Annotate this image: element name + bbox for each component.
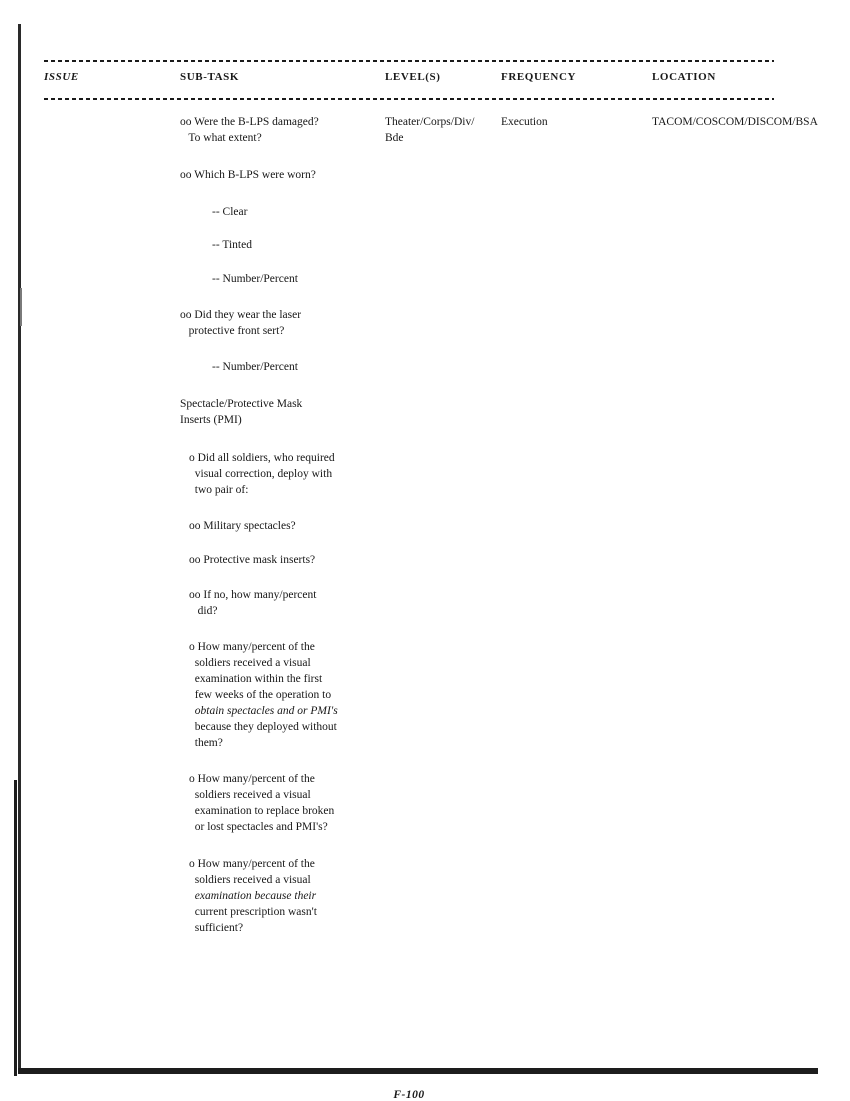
scan-edge-artifact-left-lower	[14, 780, 17, 1076]
column-header-location: LOCATION	[652, 71, 716, 83]
subtask-line: oo Were the B-LPS damaged?	[180, 116, 319, 128]
section-heading-line: Inserts (PMI)	[180, 414, 242, 426]
subtask-line: sufficient?	[189, 922, 244, 934]
table-top-rule	[44, 60, 774, 62]
cell-location: TACOM/COSCOM/DISCOM/BSA	[652, 116, 818, 128]
subtask-line: them?	[189, 737, 223, 749]
subtask-line: -- Tinted	[212, 239, 252, 251]
subtask-line: o How many/percent of the	[189, 858, 315, 870]
subtask-line: two pair of:	[189, 484, 249, 496]
table-header-rule	[44, 98, 774, 100]
subtask-line: few weeks of the operation to	[189, 689, 332, 701]
subtask-line: obtain spectacles and or PMI's	[189, 705, 338, 717]
table-body	[44, 114, 818, 1101]
subtask-line: -- Number/Percent	[212, 361, 298, 373]
cell-levels-line1: Theater/Corps/Div/	[385, 116, 475, 128]
subtask-line: oo If no, how many/percent	[189, 589, 317, 601]
subtask-line: soldiers received a visual	[189, 657, 311, 669]
subtask-line: examination because their	[189, 890, 317, 902]
scan-speck-artifact	[20, 288, 22, 326]
subtask-line: soldiers received a visual	[189, 874, 311, 886]
subtask-line: oo Military spectacles?	[189, 520, 296, 532]
section-heading-line: Spectacle/Protective Mask	[180, 398, 303, 410]
page-number: F-100	[393, 1089, 425, 1101]
subtask-line: -- Number/Percent	[212, 273, 298, 285]
subtask-line: because they deployed without	[189, 721, 337, 733]
subtask-line: current prescription wasn't	[189, 906, 317, 918]
scan-edge-artifact-bottom	[18, 1068, 818, 1074]
page-content	[44, 60, 818, 1101]
subtask-line: oo Which B-LPS were worn?	[180, 169, 316, 181]
subtask-line: did?	[189, 605, 218, 617]
subtask-line: examination within the first	[189, 673, 323, 685]
column-header-subtask: SUB-TASK	[180, 71, 239, 83]
subtask-line: soldiers received a visual	[189, 789, 311, 801]
column-header-frequency: FREQUENCY	[501, 71, 577, 83]
scan-edge-artifact-left	[18, 24, 21, 1074]
subtask-line: oo Protective mask inserts?	[189, 554, 316, 566]
table-header-row	[44, 71, 774, 91]
subtask-line: protective front sert?	[180, 325, 285, 337]
subtask-line: To what extent?	[180, 132, 262, 144]
subtask-line: o Did all soldiers, who required	[189, 452, 335, 464]
column-header-levels: LEVEL(S)	[385, 71, 441, 83]
subtask-line: o How many/percent of the	[189, 773, 315, 785]
column-header-issue: ISSUE	[44, 71, 79, 83]
cell-levels-line2: Bde	[385, 132, 404, 144]
subtask-line: -- Clear	[212, 206, 248, 218]
cell-frequency: Execution	[501, 116, 548, 128]
subtask-line: oo Did they wear the laser	[180, 309, 302, 321]
subtask-line: examination to replace broken	[189, 805, 335, 817]
subtask-line: visual correction, deploy with	[189, 468, 333, 480]
subtask-line: or lost spectacles and PMI's?	[189, 821, 328, 833]
subtask-line: o How many/percent of the	[189, 641, 315, 653]
